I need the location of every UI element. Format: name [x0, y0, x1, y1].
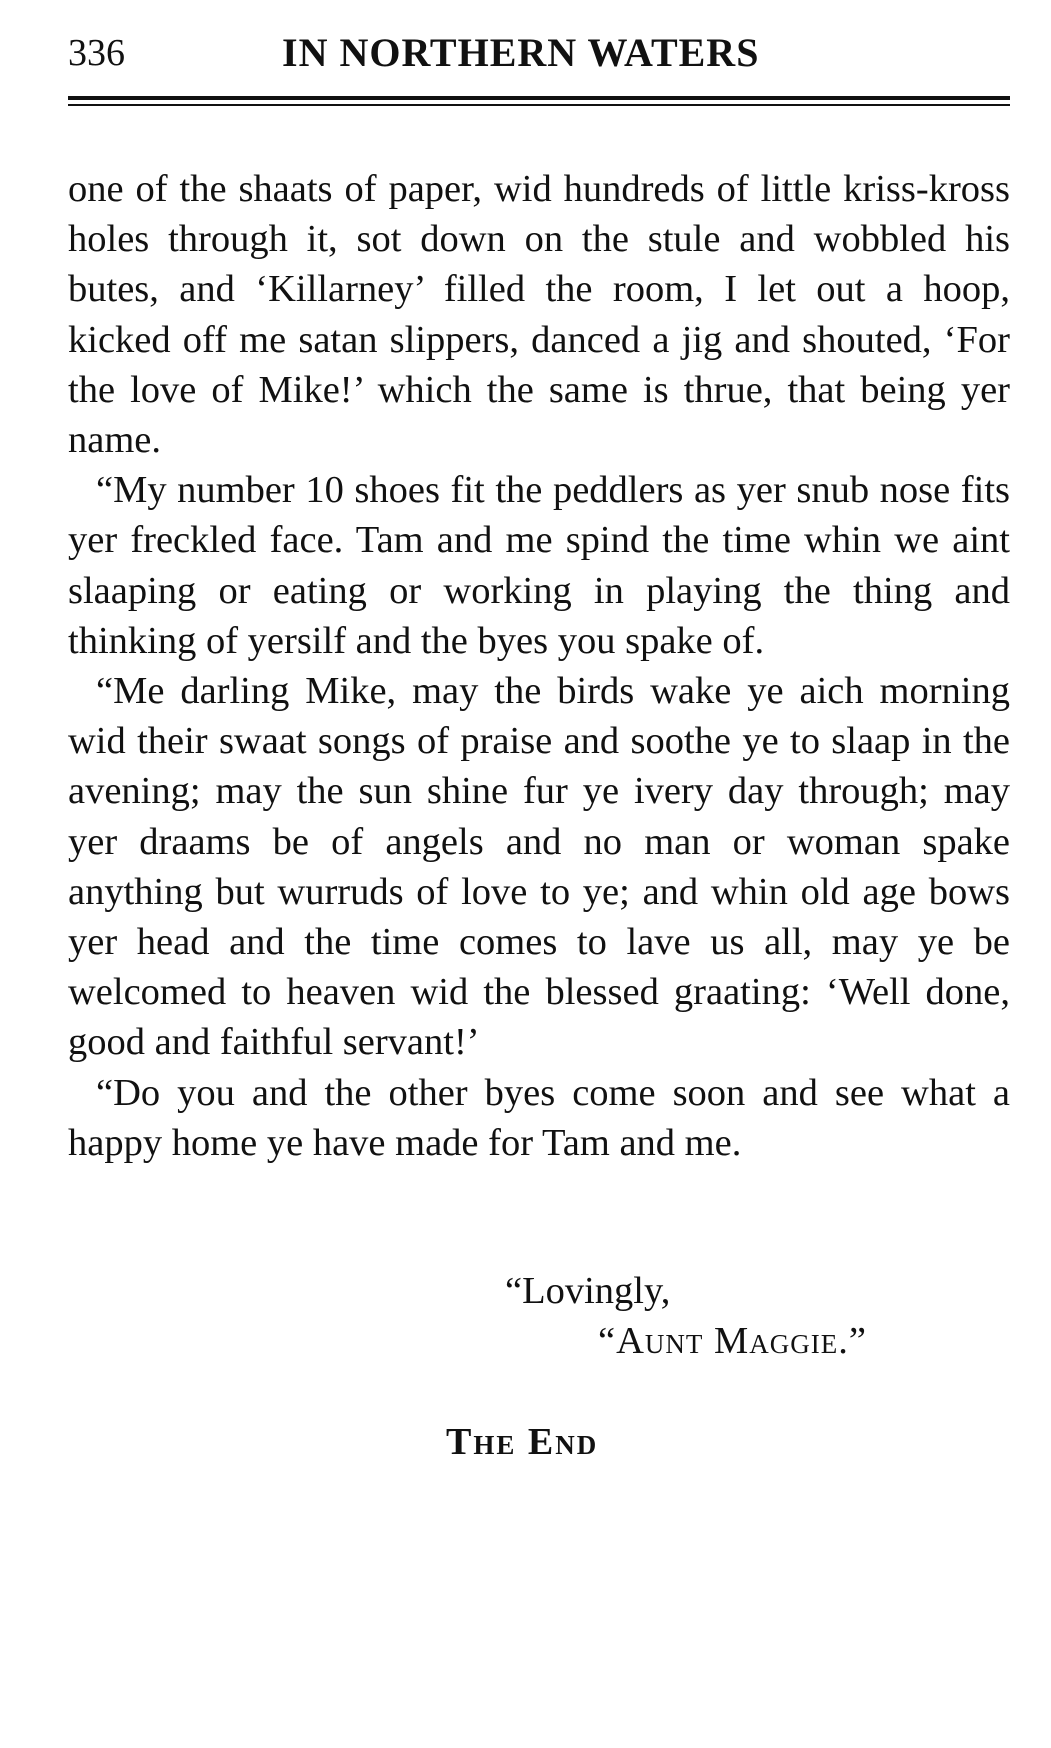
paragraph-blessing: “Me darling Mike, may the birds wake ye aich morning wid their swaat songs of praise and soothe ye to slaap in the avening; may the sun shine fur ye ivery day through; may yer draams be of angels and no man or woman spake anything but wurruds of love to ye; and whin old age bows yer head and the time comes to lave us all, may ye be welcomed to heaven wid the blessed graating: ‘Well done, good and faithful servant!’ — [68, 670, 1010, 1064]
running-title: IN NORTHERN WATERS — [282, 30, 760, 75]
header-rule-thick — [68, 96, 1010, 100]
letter-signature: “Aunt Maggie.” — [598, 1320, 867, 1362]
the-end-marker: The End — [446, 1421, 599, 1463]
page-number: 336 — [68, 32, 125, 74]
paragraph-shoes: “My number 10 shoes fit the peddlers as yer snub nose fits yer freckled face. Tam and me spind the time whin we aint slaaping or eating or working in playing the thing and thinking of yersilf and the byes you spake of. — [68, 469, 1010, 662]
paragraph-invitation: “Do you and the other byes come soon and see what a happy home ye have made for Tam and me. — [68, 1071, 1010, 1164]
body-text — [68, 164, 1010, 1168]
running-head — [68, 28, 1008, 78]
paragraph-continued: one of the shaats of paper, wid hundreds of little kriss-kross holes through it, sot down on the stule and wobbled his butes, and ‘Killarney’ filled the room, I let out a hoop, kicked off me satan slippers, danced a jig and shouted, ‘For the love of Mike!’ which the same is thrue, that being yer name. — [68, 168, 1010, 462]
header-rule-thin — [68, 104, 1010, 106]
letter-salutation: “Lovingly, — [505, 1270, 671, 1312]
